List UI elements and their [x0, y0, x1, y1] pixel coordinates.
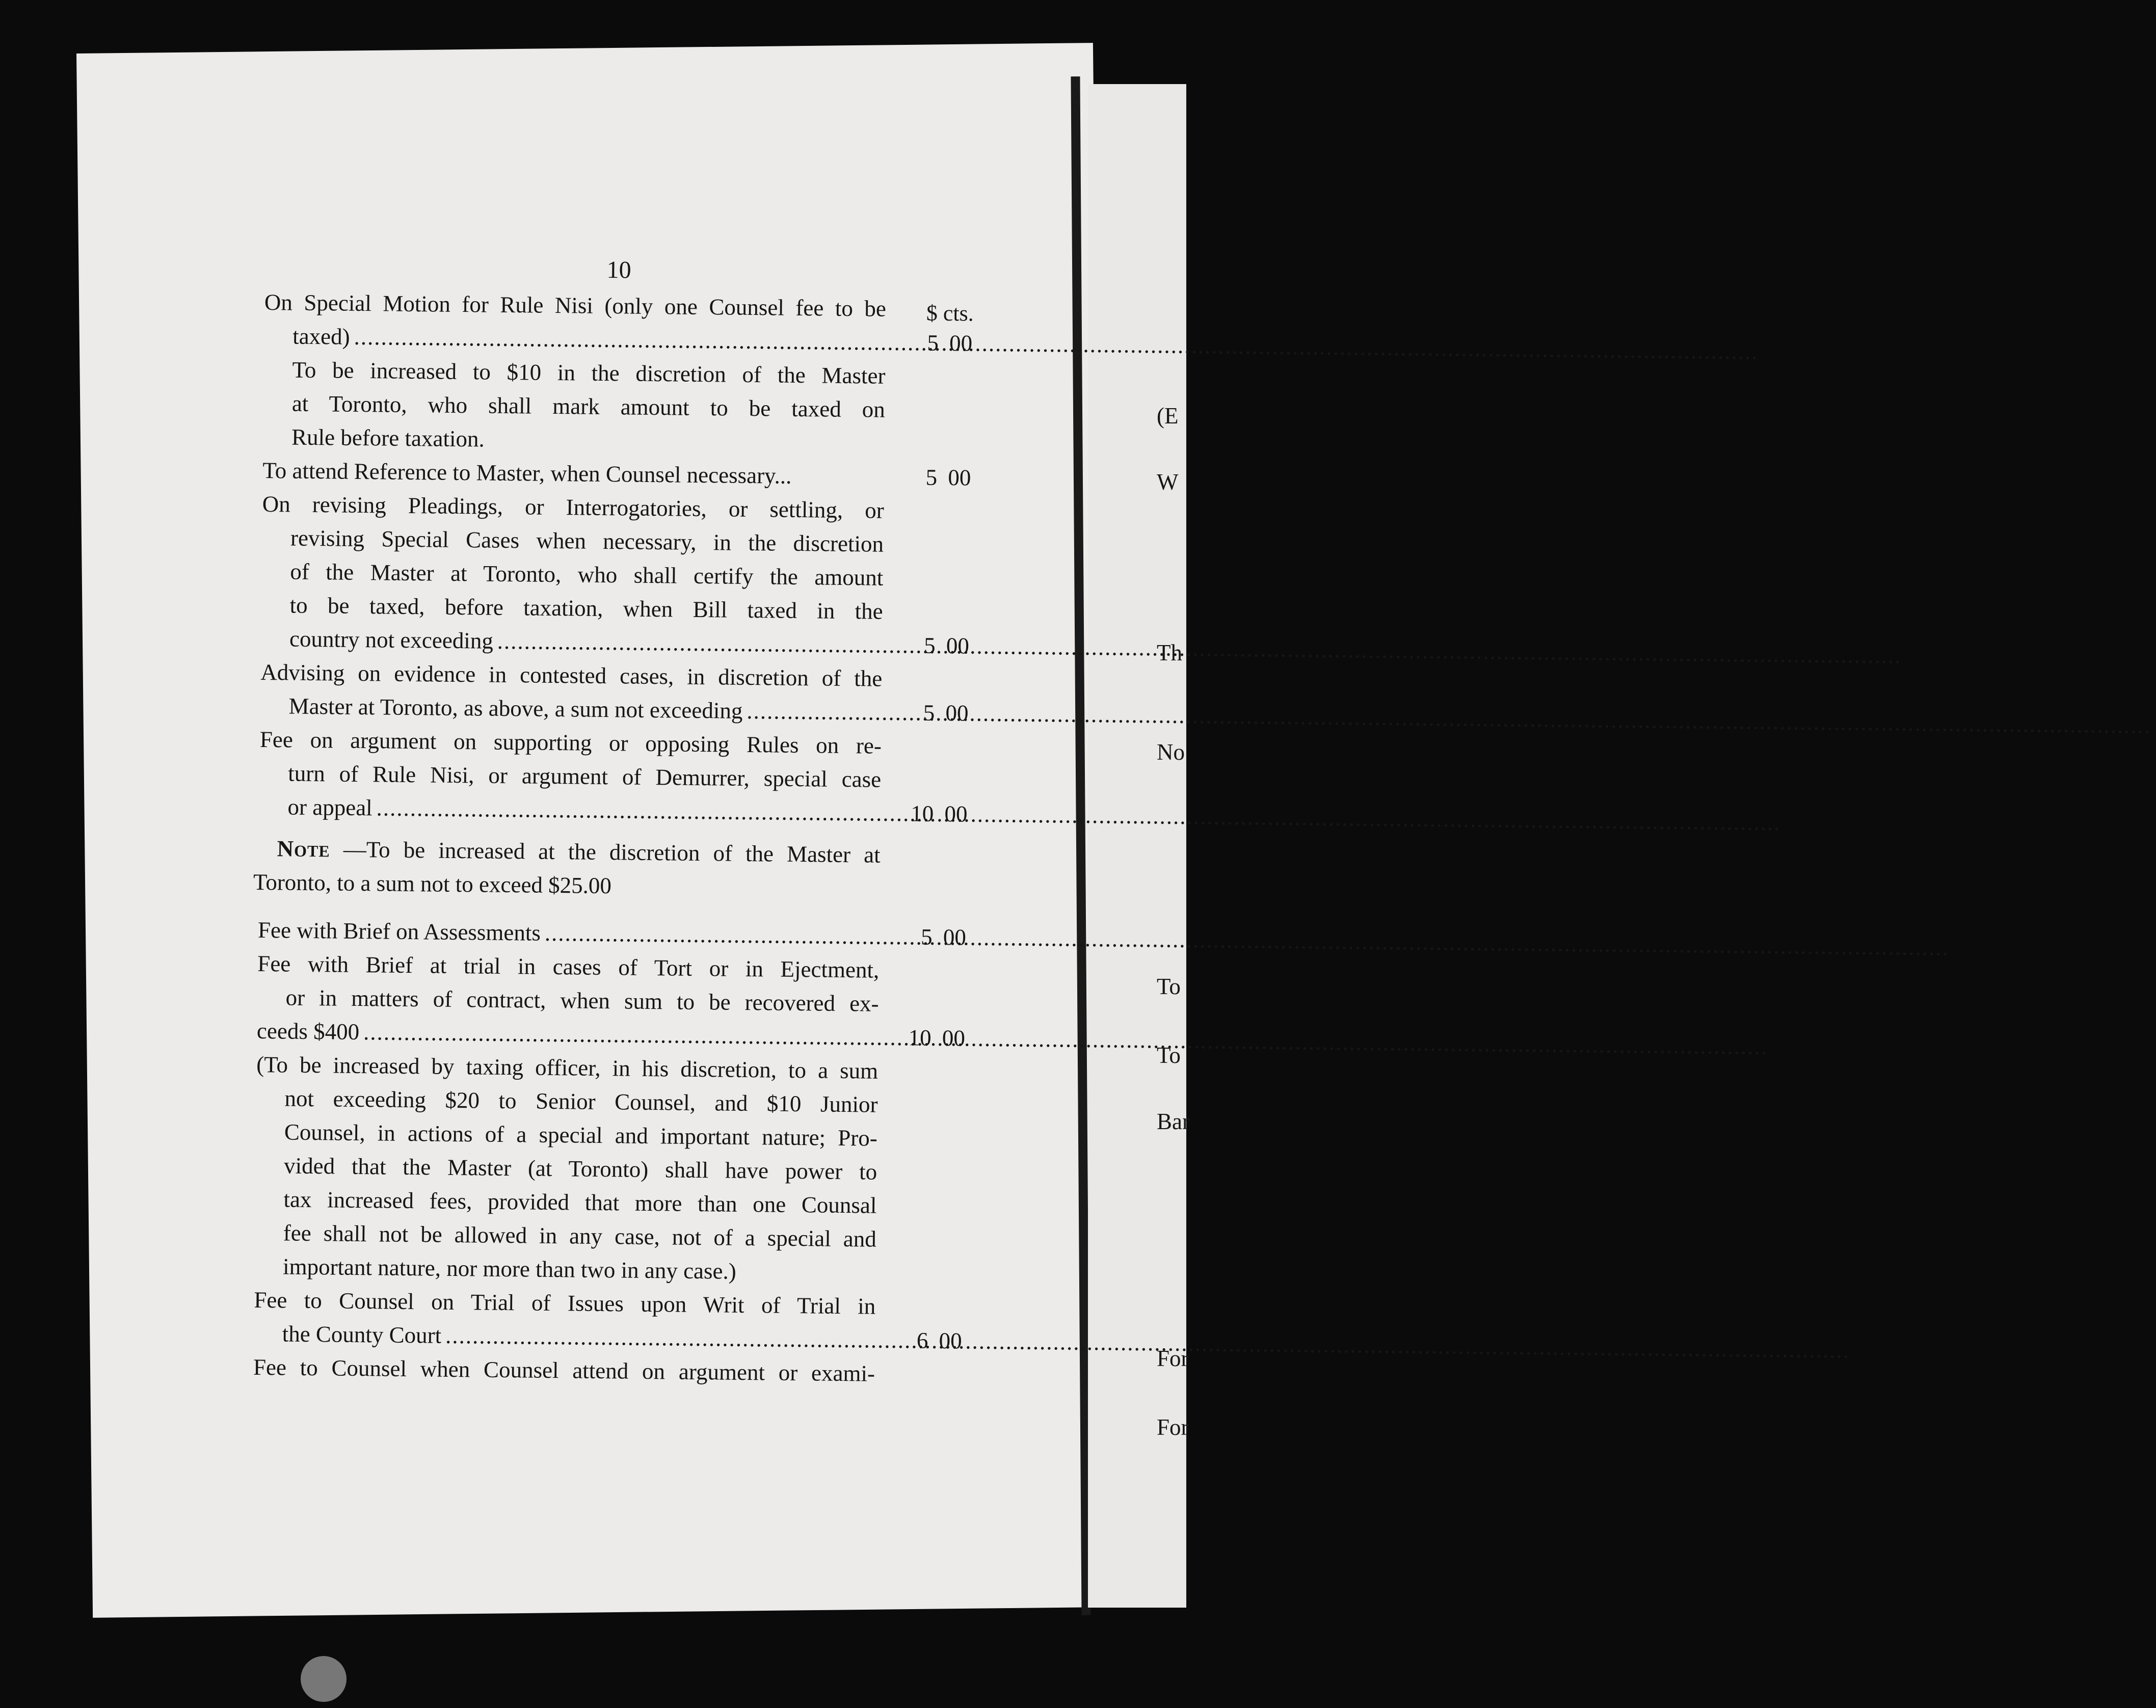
- facing-page-fragment: To: [1157, 1043, 1181, 1068]
- entry-line: revising Special Cases when necessary, in the discretion: [290, 525, 884, 557]
- note-block: [253, 832, 967, 906]
- entry-line: Fee with Brief at trial in cases of Tort or in Ejectment,: [257, 950, 880, 983]
- entry-line: On revising Pleadings, or Interrogatories, or settling, or: [262, 491, 884, 523]
- entry-line: country not exceeding: [289, 626, 494, 654]
- fee-amount: 5 00: [920, 924, 967, 950]
- entry-line: ceeds $400: [256, 1018, 360, 1045]
- facing-page-fragment: No: [1157, 739, 1185, 765]
- entry-line: to be taxed, before taxation, when Bill taxed in the: [289, 592, 883, 624]
- entry-line: To attend Reference to Master, when Counsel necessary...: [262, 457, 792, 489]
- fee-amount: 5 00: [925, 464, 971, 491]
- entry-line-last: [257, 1014, 879, 1054]
- entry-subtext: [254, 1048, 965, 1291]
- fee-entry-special-motion: [264, 285, 973, 360]
- subtext-line: tax increased fees, provided that more than one Counsal: [283, 1186, 877, 1218]
- page-number: 10: [606, 256, 631, 284]
- entry-line: Fee to Counsel on Trial of Issues upon Writ of Trial in: [254, 1287, 876, 1319]
- subtext-line: important nature, nor more than two in any case.): [282, 1253, 737, 1284]
- subtext-line: Rule before taxation.: [291, 424, 485, 452]
- entry-line: taxed): [292, 323, 350, 350]
- note-line: Toronto, to a sum not to exceed $25.00: [253, 869, 612, 899]
- entry-line: or in matters of contract, when sum to be recovered ex-: [285, 984, 879, 1017]
- entry-line: of the Master at Toronto, who shall certify the amount: [290, 558, 884, 591]
- note-text: —To be increased at the discretion of the Master at: [343, 836, 881, 868]
- facing-page-fragment: (E: [1157, 403, 1179, 429]
- fee-amount: 5 00: [923, 632, 970, 659]
- entry-line-last: [259, 790, 881, 830]
- facing-page-fragment: Bar: [1157, 1109, 1190, 1134]
- entry-line-last: [264, 319, 886, 359]
- facing-page-fragment: To: [1157, 974, 1181, 999]
- fee-amount: 6 00: [916, 1327, 962, 1354]
- subtext-line: at Toronto, who shall mark amount to be taxed on: [291, 390, 886, 422]
- note-label: Note: [277, 836, 331, 862]
- fee-amount: 5 00: [927, 330, 973, 356]
- subtext-line: fee shall not be allowed in any case, not of a special and: [283, 1220, 876, 1252]
- fee-entry-revising-pleadings: [261, 487, 971, 663]
- subtext-line: To be increased to $10 in the discretion of the Master: [292, 357, 886, 389]
- entry-line: Master at Toronto, as above, a sum not exceeding: [288, 693, 743, 724]
- entry-line: Fee to Counsel when Counsel attend on argument or exami-: [253, 1354, 875, 1386]
- fee-entry-brief-trial: [257, 947, 966, 1055]
- facing-page-fragment: Th: [1157, 640, 1182, 665]
- entry-line: the County Court: [282, 1321, 442, 1348]
- facing-page-fragment: W: [1157, 469, 1179, 495]
- fee-entry-county-court: [253, 1283, 962, 1358]
- subtext-line: Counsel, in actions of a special and important nature; Pro-: [284, 1119, 878, 1151]
- facing-page-fragment: For: [1157, 1346, 1189, 1371]
- entry-line: Fee with Brief on Assessments: [257, 917, 541, 946]
- facing-page: [1088, 84, 1186, 1608]
- fee-amount: 5 00: [923, 700, 969, 726]
- ink-stain: [301, 1656, 347, 1702]
- fee-amount: 10 00: [910, 800, 968, 827]
- page-content: [253, 250, 973, 1391]
- facing-page-fragment: For: [1157, 1415, 1189, 1440]
- entry-line: On Special Motion for Rule Nisi (only one Counsel fee to be: [264, 289, 887, 322]
- entry-line: Fee on argument on supporting or opposing Rules on re-: [259, 726, 882, 759]
- subtext-line: (To be increased by taxing officer, in his discretion, to a sum: [256, 1051, 879, 1084]
- fee-entry-argument-rules: [259, 723, 968, 831]
- currency-column-header: $ cts.: [926, 300, 974, 326]
- fee-amount: 10 00: [908, 1025, 966, 1051]
- entry-line: turn of Rule Nisi, or argument of Demurrer, special case: [287, 760, 882, 792]
- entry-line: Advising on evidence in contested cases, in discretion of the: [260, 659, 883, 691]
- fee-entry-advising-evidence: [260, 655, 969, 730]
- entry-line: or appeal: [287, 794, 372, 821]
- entry-subtext: [263, 353, 972, 461]
- subtext-line: not exceeding $20 to Senior Counsel, and $10 Junior: [284, 1085, 878, 1117]
- subtext-line: vided that the Master (at Toronto) shall have power to: [283, 1153, 877, 1185]
